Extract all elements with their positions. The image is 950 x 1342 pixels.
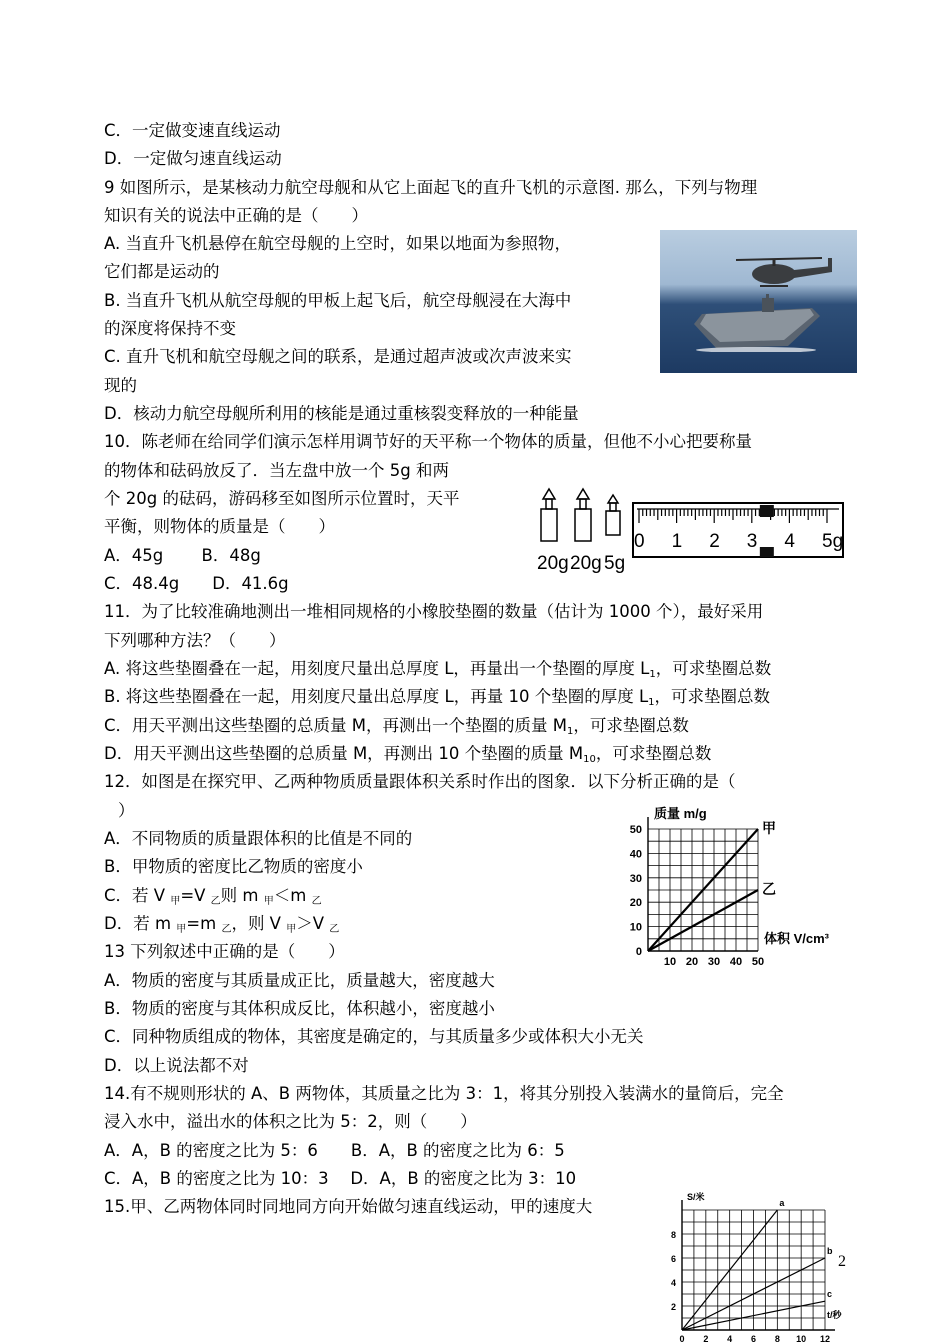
question-10-stem: 个 20g 的砝码，游码移至如图所示位置时，天平 (104, 489, 460, 508)
x-axis-label: 体积 V/cm³ (764, 931, 830, 946)
question-10-options: C．48.4g D．41.6g (104, 574, 289, 593)
carrier-ship-icon (692, 294, 822, 352)
x-tick-label: 30 (707, 956, 721, 968)
question-14-stem: 14.有不规则形状的 A、B 两物体，其质量之比为 3：1，将其分别投入装满水的量筒后，完全 (104, 1084, 784, 1103)
option-line: D．一定做匀速直线运动 (104, 149, 282, 168)
x-tick-label: 6 (750, 1334, 757, 1342)
series-label: b (827, 1246, 833, 1256)
ruler-label: 1 (671, 531, 683, 552)
x-tick-label: 10 (663, 956, 677, 968)
y-tick-label: 6 (670, 1254, 676, 1264)
weight-20g-2 (575, 489, 591, 541)
rider-bottom (760, 547, 774, 557)
question-11-option-d: D．用天平测出这些垫圈的总质量 M，再测出 10 个垫圈的质量 $M_{10}$，可求垫圈总数 (104, 744, 712, 765)
question-13-option-a: A．物质的密度与其质量成正比，质量越大，密度越大 (104, 971, 495, 990)
x-tick-label: 20 (685, 956, 699, 968)
question-12-option-a: A．不同物质的质量跟体积的比值是不同的 (104, 829, 413, 848)
x-tick-label: 12 (819, 1334, 831, 1342)
series-label: c (827, 1289, 833, 1300)
rider-scale (633, 503, 843, 557)
question-9-option-d: D．核动力航空母舰所利用的核能是通过重核裂变释放的一种能量 (104, 404, 579, 423)
question-9-option-c: 现的 (104, 376, 137, 395)
question-10-stem: 的物体和砝码放反了．当左盘中放一个 5g 和两 (104, 461, 449, 480)
question-12-stem: 12．如图是在探究甲、乙两种物质质量跟体积关系时作出的图象．以下分析正确的是（ (104, 772, 736, 791)
y-tick-label: 8 (670, 1230, 676, 1240)
y-tick-label: 40 (629, 848, 642, 861)
ruler-label: 0 (634, 531, 645, 552)
question-14-stem: 浸入水中，溢出水的体积之比为 5：2，则（ ） (104, 1112, 477, 1131)
question-9-stem: 知识有关的说法中正确的是（ ） (104, 206, 368, 225)
y-tick-label: 30 (629, 872, 642, 885)
x-tick-label: 8 (774, 1334, 780, 1342)
question-14-options: A．A，B 的密度之比为 5：6 B．A，B 的密度之比为 6：5 (104, 1141, 565, 1160)
x-tick-label: 10 (796, 1334, 807, 1342)
question-9-option-b: B. 当直升飞机从航空母舰的甲板上起飞后，航空母舰浸在大海中 (104, 291, 572, 310)
question-13-option-c: C．同种物质组成的物体，其密度是确定的，与其质量多少或体积大小无关 (104, 1027, 644, 1046)
ruler-label: 5g (822, 531, 844, 552)
y-axis-label: S/米 (687, 1192, 705, 1202)
option-line: C．一定做变速直线运动 (104, 121, 281, 140)
question-9-option-b: 的深度将保持不变 (104, 319, 236, 338)
weight-label: 5g (604, 553, 626, 574)
y-axis-label: 质量 m/g (654, 806, 707, 821)
question-9-option-a: A. 当直升飞机悬停在航空母舰的上空时，如果以地面为参照物， (104, 234, 571, 253)
rider-top (760, 505, 774, 517)
y-tick-label: 50 (629, 824, 642, 836)
weight-20g-1 (541, 489, 557, 541)
question-13-option-b: B．物质的密度与其体积成反比，体积越小，密度越小 (104, 999, 495, 1018)
balance-scale-figure (535, 485, 850, 577)
question-12-option-b: B．甲物质的密度比乙物质的密度小 (104, 857, 363, 876)
x-axis-label: t/秒 (827, 1310, 842, 1320)
x-tick-label: 50 (751, 956, 765, 968)
question-12-stem: ） (118, 801, 135, 820)
question-11-stem: 下列哪种方法？（ ） (104, 631, 286, 650)
y-tick-label: 2 (670, 1302, 676, 1312)
x-tick-label: 2 (703, 1334, 709, 1342)
question-11-stem: 11．为了比较准确地测出一堆相同规格的小橡胶垫圈的数量（估计为 1000 个），最好采用 (104, 602, 764, 621)
question-10-stem: 10．陈老师在给同学们演示怎样用调节好的天平称一个物体的质量，但他不小心把要称量 (104, 432, 752, 451)
series-label: 甲 (762, 820, 776, 836)
question-11-option-a: A. 将这些垫圈叠在一起，用刻度尺量出总厚度 L，再量出一个垫圈的厚度 $L_1$，可求垫圈总数 (104, 659, 772, 680)
question-11-option-c: C．用天平测出这些垫圈的总质量 M，再测出一个垫圈的质量 $M_1$，可求垫圈总数 (104, 716, 689, 737)
question-10-options: A．45g B．48g (104, 546, 261, 565)
question-14-options: C．A，B 的密度之比为 10：3 D．A，B 的密度之比为 3：10 (104, 1169, 577, 1188)
series-label: 乙 (762, 881, 776, 897)
question-11-option-b: B. 将这些垫圈叠在一起，用刻度尺量出总厚度 L，再量 10 个垫圈的厚度 $L_1$，可求垫圈总数 (104, 687, 771, 708)
weight-label: 20g (537, 553, 569, 574)
weight-label: 20g (570, 553, 602, 574)
ruler-label: 2 (709, 531, 720, 552)
page-number: 2 (838, 1253, 846, 1270)
distance-time-chart (665, 1190, 865, 1342)
mass-volume-chart (628, 803, 843, 975)
x-tick-label: 40 (729, 956, 743, 968)
question-12-option-c: C．若 V $_甲$=V $_乙$则 m $_甲$＜m $_乙$ (104, 886, 322, 907)
question-9-stem: 9 如图所示，是某核动力航空母舰和从它上面起飞的直升飞机的示意图. 那么，下列与物理 (104, 178, 758, 197)
x-tick-label: 4 (727, 1334, 733, 1342)
question-15-stem: 15.甲、乙两物体同时同地同方向开始做匀速直线运动，甲的速度大 (104, 1197, 593, 1216)
question-13-option-d: D．以上说法都不对 (104, 1056, 249, 1075)
series-label: a (779, 1198, 785, 1208)
y-tick-label: 10 (629, 921, 642, 934)
weight-5g (606, 495, 620, 535)
y-tick-label: 20 (629, 897, 642, 910)
question-9-option-c: C. 直升飞机和航空母舰之间的联系，是通过超声波或次声波来实 (104, 347, 572, 366)
question-13-stem: 13 下列叙述中正确的是（ ） (104, 942, 345, 961)
question-10-stem: 平衡，则物体的质量是（ ） (104, 517, 335, 536)
helicopter-icon (734, 254, 836, 298)
aircraft-carrier-photo (660, 230, 857, 373)
ruler-label: 4 (784, 531, 795, 552)
x-tick-label: 0 (679, 1334, 685, 1342)
y-tick-label: 0 (635, 946, 642, 958)
y-tick-label: 4 (670, 1278, 676, 1288)
question-9-option-a: 它们都是运动的 (104, 262, 220, 281)
ruler-label: 3 (746, 531, 758, 552)
question-12-option-d: D．若 m $_甲$=m $_乙$，则 V $_甲$＞V $_乙$ (104, 914, 340, 935)
